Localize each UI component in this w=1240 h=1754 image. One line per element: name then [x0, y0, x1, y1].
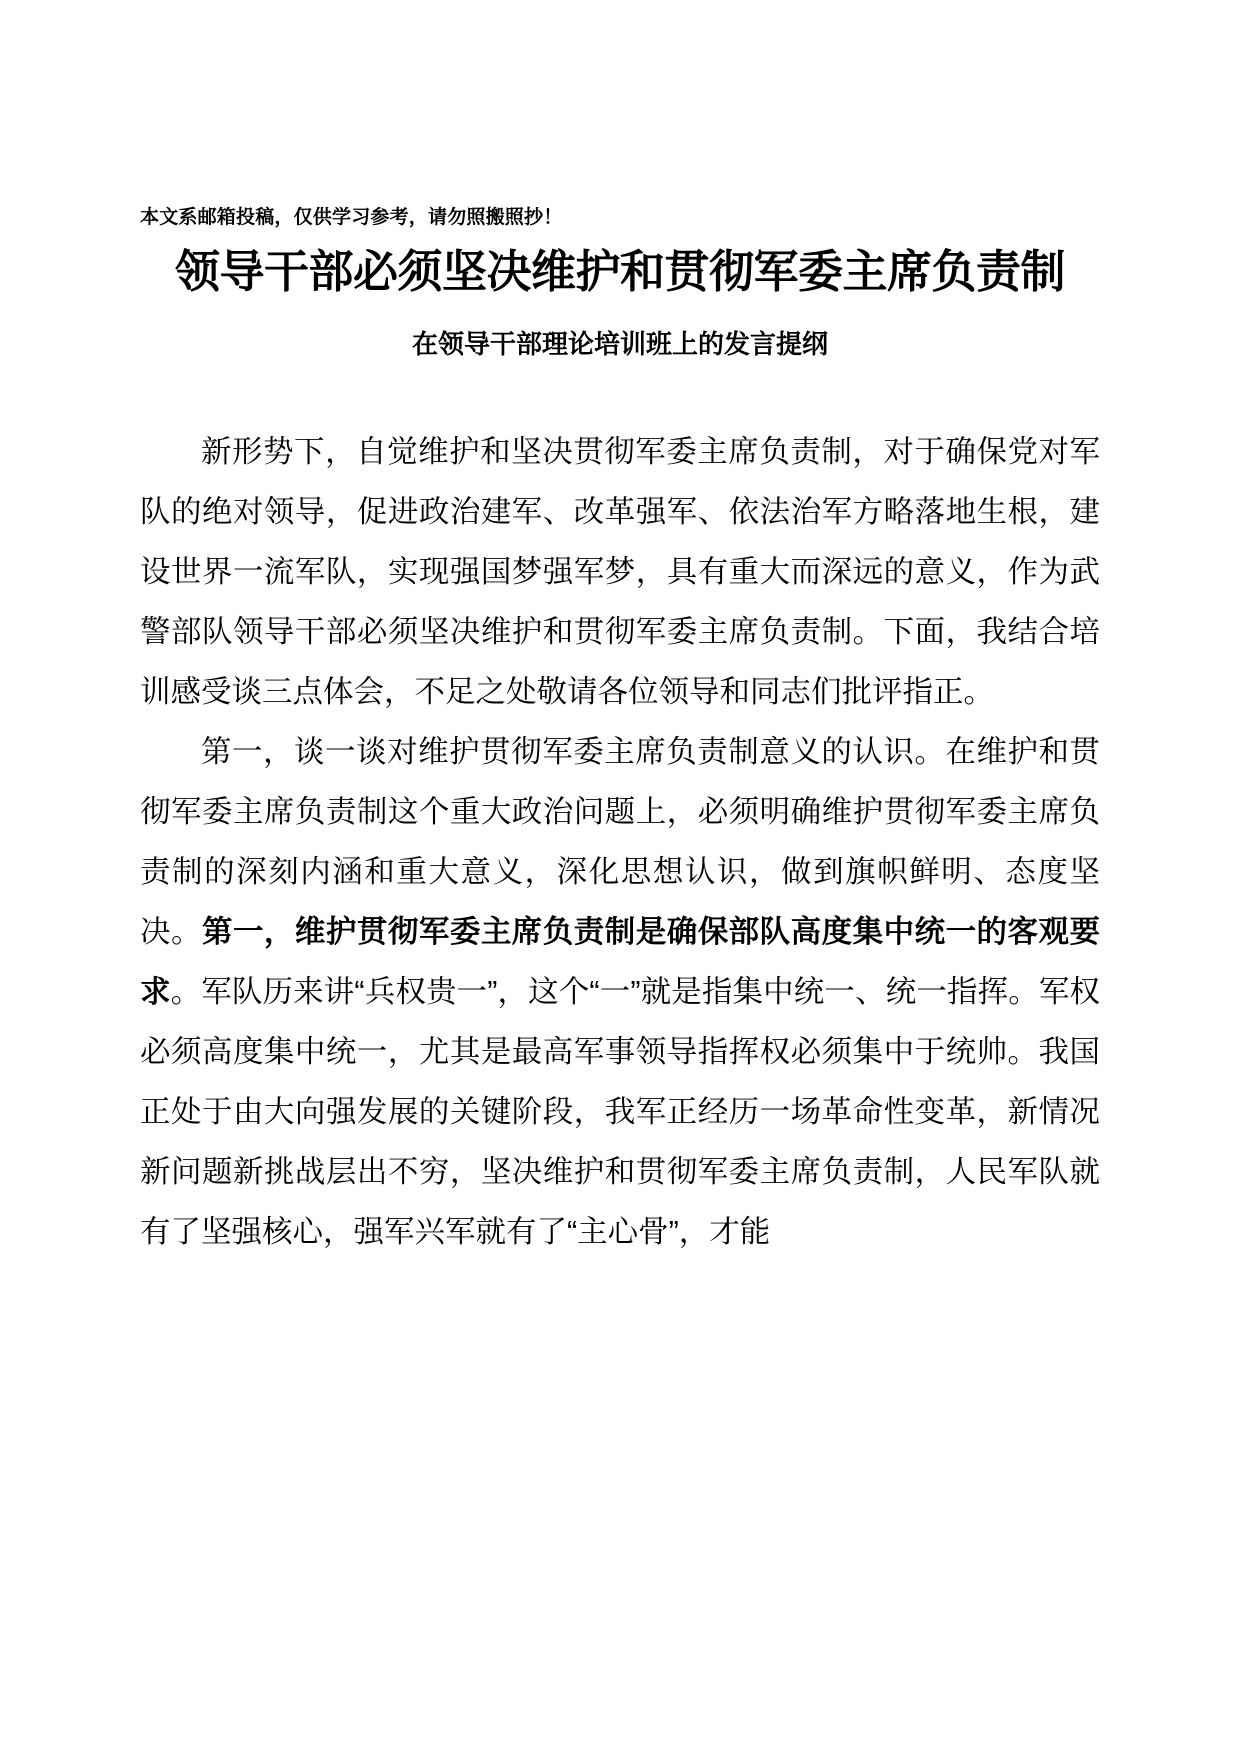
document-content — [140, 0, 1100, 1262]
page-subtitle: 在领导干部理论培训班上的发言提纲 — [411, 328, 828, 359]
submission-notice: 本文系邮箱投稿，仅供学习参考，请勿照搬照抄！ — [140, 207, 563, 228]
text-run: 。军队历来讲“兵权贵一”，这个“一”就是指集中统一、统一指挥。军权必须高度集中统一，尤其是最高军事领导指挥权必须集中于统帅。我国正处于由大向强发展的关键阶段，我军正经历一场革命性变革，新情况新问题新挑战层出不穷，坚决维护和贯彻军委主席负责制，人民军队就有了坚强核心，强军兴军就有了“主心骨”，才能 — [140, 975, 1100, 1250]
emphasis-run: 第一，维护贯彻军委主席负责制是确保部队高度集中统一的客观要求 — [140, 915, 1101, 1010]
para-1 — [140, 422, 1100, 722]
page-title: 领导干部必须坚决维护和贯彻军委主席负责制 — [174, 245, 1065, 297]
text-run: 第一，谈一谈对维护贯彻军委主席负责制意义的认识。在维护和贯彻军委主席负责制这个重大政治问题上，必须明确维护贯彻军委主席负责制的深刻内涵和重大意义，深化思想认识，做到旗帜鲜明、态度坚决。 — [140, 735, 1100, 950]
document-body — [140, 422, 1100, 1262]
para-2 — [140, 722, 1100, 1262]
text-run: 新形势下，自觉维护和坚决贯彻军委主席负责制，对于确保党对军队的绝对领导，促进政治建军、改革强军、依法治军方略落地生根，建设世界一流军队，实现强国梦强军梦，具有重大而深远的意义，作为武警部队领导干部必须坚决维护和贯彻军委主席负责制。下面，我结合培训感受谈三点体会，不足之处敬请各位领导和同志们批评指正。 — [140, 435, 1100, 710]
